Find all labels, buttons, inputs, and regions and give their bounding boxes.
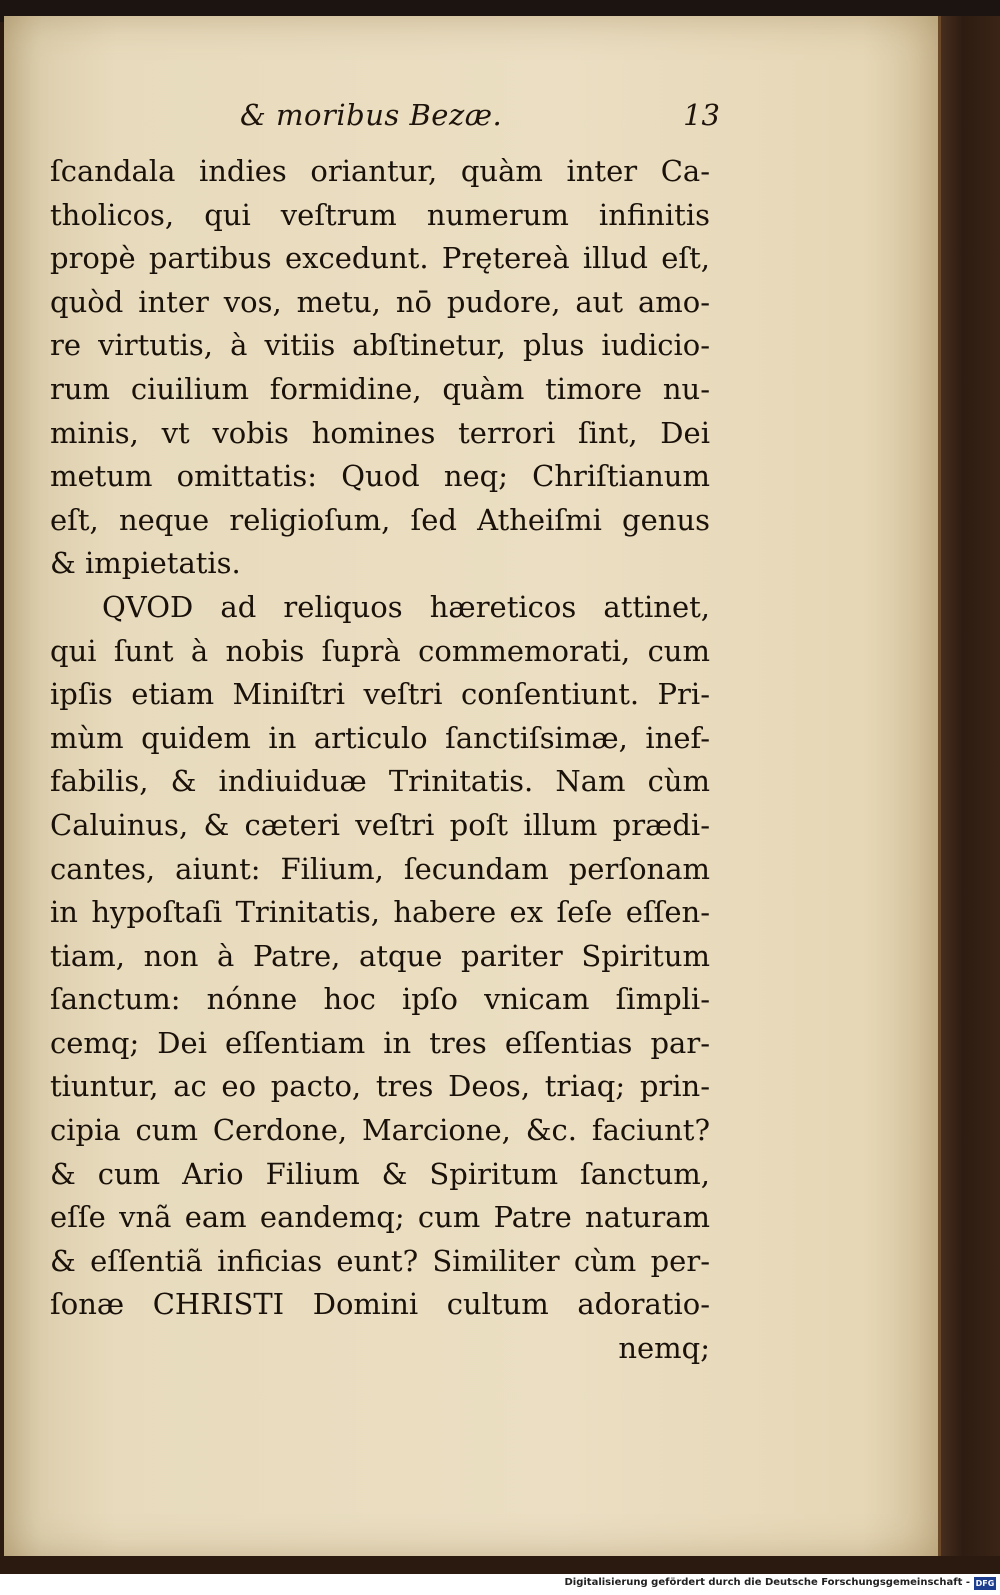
page-header — [240, 98, 720, 142]
text-line: in hypoſtaſi Trinitatis, habere ex ſeſe eſſen- — [50, 895, 710, 930]
funding-credit: Digitalisierung gefördert durch die Deutsche Forschungsgemeinschaft - — [564, 1577, 970, 1588]
text-line: propè partibus excedunt. Prętereà illud eſt, — [50, 241, 710, 276]
text-line: tiam, non à Patre, atque pariter Spiritum — [50, 938, 710, 973]
dfg-logo: DFG — [975, 1579, 995, 1588]
text-line: eſt, neque religioſum, ſed Atheiſmi genus — [50, 502, 710, 537]
text-line: cemq; Dei eſſentiam in tres eſſentias par- — [50, 1025, 710, 1060]
text-line: quòd inter vos, metu, nō pudore, aut amo- — [50, 284, 710, 319]
text-line: fabilis, & indiuiduæ Trinitatis. Nam cùm — [50, 764, 710, 799]
text-line: ſcandala indies oriantur, quàm inter Ca- — [50, 154, 710, 188]
scan-bottom-edge — [0, 1556, 1000, 1574]
text-line: ſonæ CHRISTI Domini cultum adoratio- — [50, 1287, 710, 1322]
text-line: QVOD ad reliquos hæreticos attinet, — [102, 589, 710, 624]
body-text — [50, 150, 710, 1371]
text-line: re virtutis, à vitiis abſtinetur, plus iudicio- — [50, 328, 710, 363]
text-line: metum omittatis: Quod neq; Chriſtianum — [50, 459, 710, 494]
digitization-footer — [0, 1574, 1000, 1595]
text-line: tholicos, qui veſtrum numerum infinitis — [50, 197, 710, 232]
text-line: ipſis etiam Miniſtri veſtri conſentiunt. Pri- — [50, 677, 710, 712]
book-fore-edge — [938, 16, 1000, 1558]
text-line: cipia cum Cerdone, Marcione, &c. faciunt? — [50, 1113, 710, 1148]
text-line: & cum Ario Filium & Spiritum ſanctum, — [50, 1156, 710, 1191]
text-line: & impietatis. — [50, 546, 241, 581]
text-line: qui ſunt à nobis ſuprà commemorati, cum — [50, 633, 710, 668]
running-title: & moribus Bezæ. — [240, 98, 503, 132]
text-line: mùm quidem in articulo ſanctiſsimæ, inef- — [50, 720, 710, 755]
catchword: nemq; — [618, 1331, 710, 1366]
text-line: eſſe vnã eam eandemq; cum Patre naturam — [50, 1200, 710, 1235]
text-line: minis, vt vobis homines terrori ſint, Dei — [50, 415, 710, 450]
text-line: ſanctum: nónne hoc ipſo vnicam ſimpli- — [50, 982, 710, 1017]
text-line: tiuntur, ac eo pacto, tres Deos, triaq; prin- — [50, 1069, 710, 1104]
text-line: rum ciuilium formidine, quàm timore nu- — [50, 371, 710, 406]
page-number: 13 — [683, 98, 720, 132]
text-line: & eſſentiã inficias eunt? Similiter cùm per- — [50, 1243, 710, 1278]
text-line: cantes, aiunt: Filium, ſecundam perſonam — [50, 851, 710, 886]
text-line: Caluinus, & cæteri veſtri poſt illum prædi- — [50, 807, 710, 842]
